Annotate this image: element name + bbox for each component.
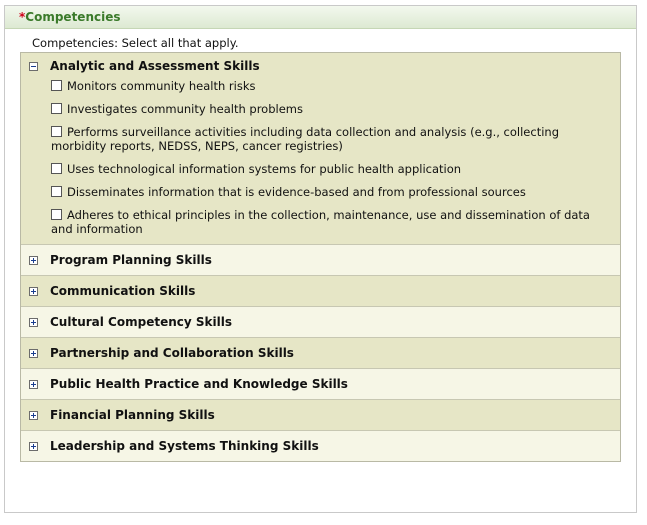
competency-label: Disseminates information that is evidence-based and from professional sources	[67, 185, 526, 199]
competency-checkbox[interactable]	[51, 103, 62, 114]
section-partnership-collaboration	[21, 338, 620, 369]
competency-label: Monitors community health risks	[67, 79, 256, 93]
section-cultural-competency	[21, 307, 620, 338]
competency-accordion	[20, 52, 621, 462]
section-header-partnership-collaboration[interactable]	[21, 338, 620, 368]
collapse-icon[interactable]	[29, 62, 38, 71]
competency-label: Adheres to ethical principles in the collection, maintenance, use and dissemination of data and information	[51, 208, 590, 236]
section-title: Leadership and Systems Thinking Skills	[50, 439, 319, 453]
section-title: Cultural Competency Skills	[50, 315, 232, 329]
section-financial-planning	[21, 400, 620, 431]
expand-icon[interactable]	[29, 287, 38, 296]
expand-icon[interactable]	[29, 349, 38, 358]
section-title: Public Health Practice and Knowledge Skills	[50, 377, 348, 391]
competency-item	[51, 102, 614, 116]
section-leadership-systems	[21, 431, 620, 461]
section-header-cultural-competency[interactable]	[21, 307, 620, 337]
expand-icon[interactable]	[29, 411, 38, 420]
panel-header	[5, 6, 636, 29]
competency-list	[21, 79, 620, 244]
competency-label: Investigates community health problems	[67, 102, 303, 116]
competency-checkbox[interactable]	[51, 80, 62, 91]
competency-checkbox[interactable]	[51, 186, 62, 197]
section-title: Communication Skills	[50, 284, 196, 298]
section-header-analytic-assessment[interactable]	[21, 53, 620, 79]
section-program-planning	[21, 245, 620, 276]
panel-title: Competencies	[25, 10, 121, 24]
competency-item	[51, 162, 614, 176]
instruction-text: Competencies: Select all that apply.	[32, 36, 239, 50]
section-header-program-planning[interactable]	[21, 245, 620, 275]
expand-icon[interactable]	[29, 256, 38, 265]
section-analytic-assessment	[21, 53, 620, 245]
section-title: Analytic and Assessment Skills	[50, 59, 260, 73]
expand-icon[interactable]	[29, 380, 38, 389]
competency-item	[51, 79, 614, 93]
competency-checkbox[interactable]	[51, 209, 62, 220]
section-public-health-practice	[21, 369, 620, 400]
section-header-communication[interactable]	[21, 276, 620, 306]
section-title: Partnership and Collaboration Skills	[50, 346, 294, 360]
competency-label: Performs surveillance activities including data collection and analysis (e.g., collecting morbidity reports, NEDSS, NEPS, cancer registries)	[51, 125, 560, 153]
section-header-public-health-practice[interactable]	[21, 369, 620, 399]
competency-checkbox[interactable]	[51, 163, 62, 174]
competencies-panel	[4, 5, 637, 513]
competency-item	[51, 125, 614, 153]
required-marker: *	[19, 10, 26, 24]
section-title: Financial Planning Skills	[50, 408, 215, 422]
section-title: Program Planning Skills	[50, 253, 212, 267]
expand-icon[interactable]	[29, 442, 38, 451]
section-header-leadership-systems[interactable]	[21, 431, 620, 461]
expand-icon[interactable]	[29, 318, 38, 327]
section-communication	[21, 276, 620, 307]
competency-label: Uses technological information systems for public health application	[67, 162, 462, 176]
competency-checkbox[interactable]	[51, 126, 62, 137]
competency-item	[51, 185, 614, 199]
section-header-financial-planning[interactable]	[21, 400, 620, 430]
competency-item	[51, 208, 614, 236]
